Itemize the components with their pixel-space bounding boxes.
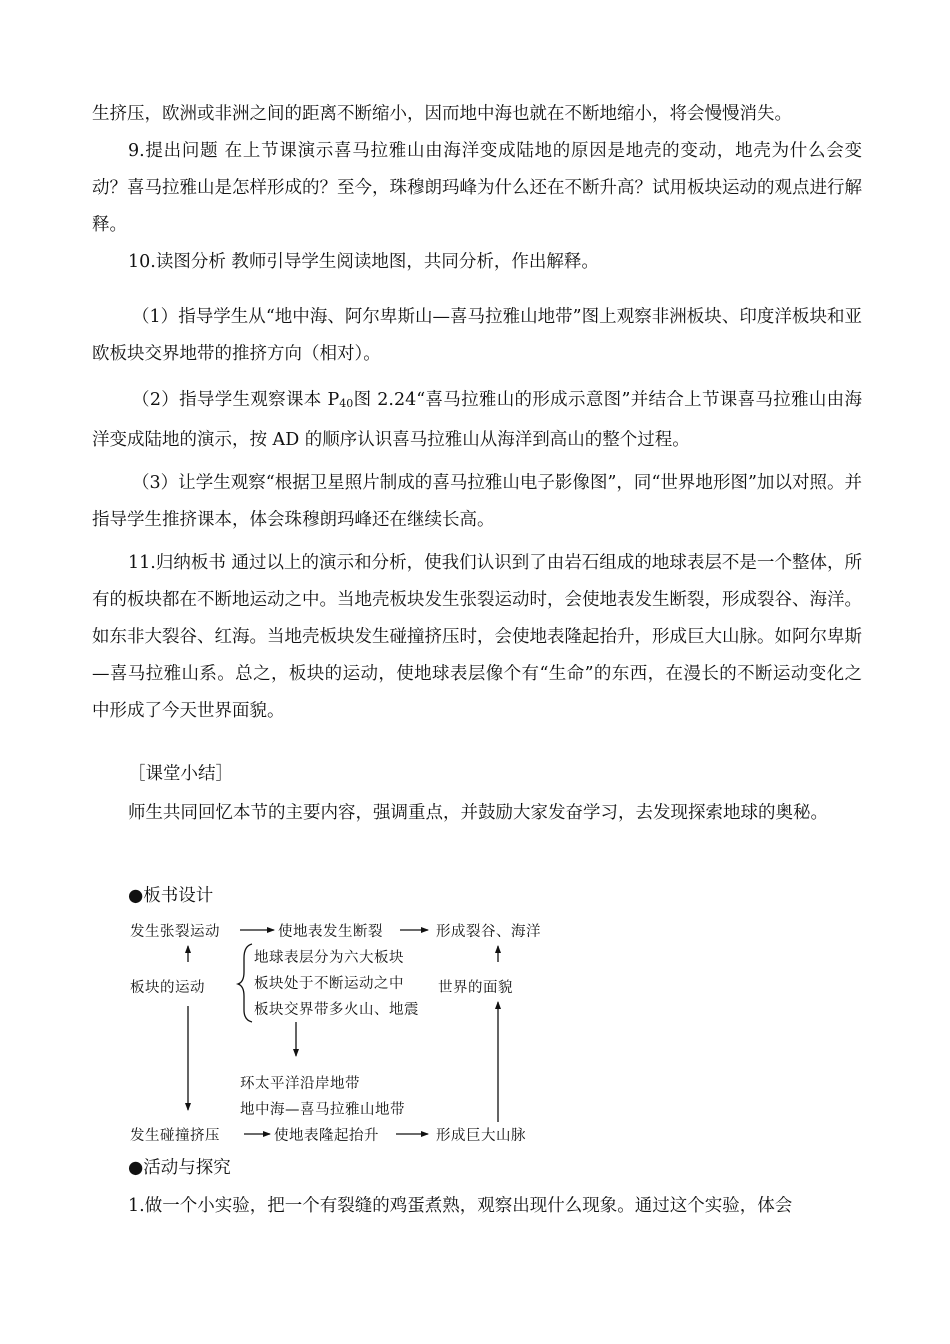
board-diagram (92, 910, 562, 1150)
page-subscript: 40 (339, 397, 354, 410)
diagram-six-plates: 地球表层分为六大板块 (254, 950, 404, 966)
diagram-always-moving: 板块处于不断运动之中 (254, 976, 404, 992)
paragraph-summary: 师生共同回忆本节的主要内容，强调重点，并鼓励大家发奋学习，去发现探索地球的奥秘。 (128, 803, 828, 823)
paragraph-step-1: （1）指导学生从“地中海、阿尔卑斯山—喜马拉雅山地带”图上观察非洲板块、印度洋板块和亚欧板块交界地带的推挤方向（相对）。 (92, 307, 862, 364)
paragraph-question: 9.提出问题 在上节课演示喜马拉雅山由海洋变成陆地的原因是地壳的变动，地壳为什么会变动？喜马拉雅山是怎样形成的？至今，珠穆朗玛峰为什么还在不断升高？试用板块运动的观点进行解释。 (92, 141, 862, 235)
brace (238, 944, 252, 1022)
diagram-mountains: 形成巨大山脉 (436, 1128, 526, 1144)
paragraph-continuation: 生挤压，欧洲或非洲之间的距离不断缩小，因而地中海也就在不断地缩小，将会慢慢消失。 (92, 104, 792, 124)
step-2-text-b: 图 2.24“喜马拉雅山的形成示意图”并结合上节课喜马拉雅山由海洋变成陆地的演示，按 AD 的顺序认识喜马拉雅山从海洋到高山的整个过程。 (92, 390, 862, 450)
paragraph-map-analysis: 10.读图分析 教师引导学生阅读地图，共同分析，作出解释。 (128, 252, 599, 272)
summary-heading: ［课堂小结］ (128, 764, 233, 784)
diagram-pacific: 环太平洋沿岸地带 (240, 1076, 360, 1092)
diagram-tension: 发生张裂运动 (130, 924, 220, 940)
paragraph-summary-writing: 11.归纳板书 通过以上的演示和分析，使我们认识到了由岩石组成的地球表层不是一个整体，所有的板块都在不断地运动之中。当地壳板块发生张裂运动时，会使地表发生断裂，形成裂谷、海洋。如东非大裂谷、红海。当地壳板块发生碰撞挤压时，会使地表隆起抬升，形成巨大山脉。如阿尔卑斯—喜马拉雅山系。总之，板块的运动，使地球表层像个有“生命”的东西，在漫长的不断运动变化之中形成了今天世界面貌。 (92, 553, 862, 721)
paragraph-step-2 (92, 382, 862, 459)
paragraph-activity-1: 1.做一个小实验，把一个有裂缝的鸡蛋煮熟，观察出现什么现象。通过这个实验，体会 (128, 1196, 793, 1216)
diagram-boundary: 板块交界带多火山、地震 (254, 1002, 419, 1018)
step-2-text-a: （2）指导学生观察课本 P (132, 390, 340, 410)
diagram-world-face: 世界的面貌 (438, 980, 513, 996)
diagram-uplift: 使地表隆起抬升 (274, 1128, 379, 1144)
board-design-heading: ●板书设计 (128, 886, 214, 906)
diagram-collision: 发生碰撞挤压 (130, 1128, 220, 1144)
diagram-mediterranean: 地中海—喜马拉雅山地带 (240, 1102, 405, 1118)
activity-heading: ●活动与探究 (128, 1158, 231, 1178)
diagram-surface-break: 使地表发生断裂 (278, 924, 383, 940)
diagram-rift-ocean: 形成裂谷、海洋 (436, 924, 541, 940)
paragraph-step-3: （3）让学生观察“根据卫星照片制成的喜马拉雅山电子影像图”，同“世界地形图”加以对照。并指导学生推挤课本，体会珠穆朗玛峰还在继续长高。 (92, 473, 862, 530)
diagram-plate-motion: 板块的运动 (130, 980, 205, 996)
